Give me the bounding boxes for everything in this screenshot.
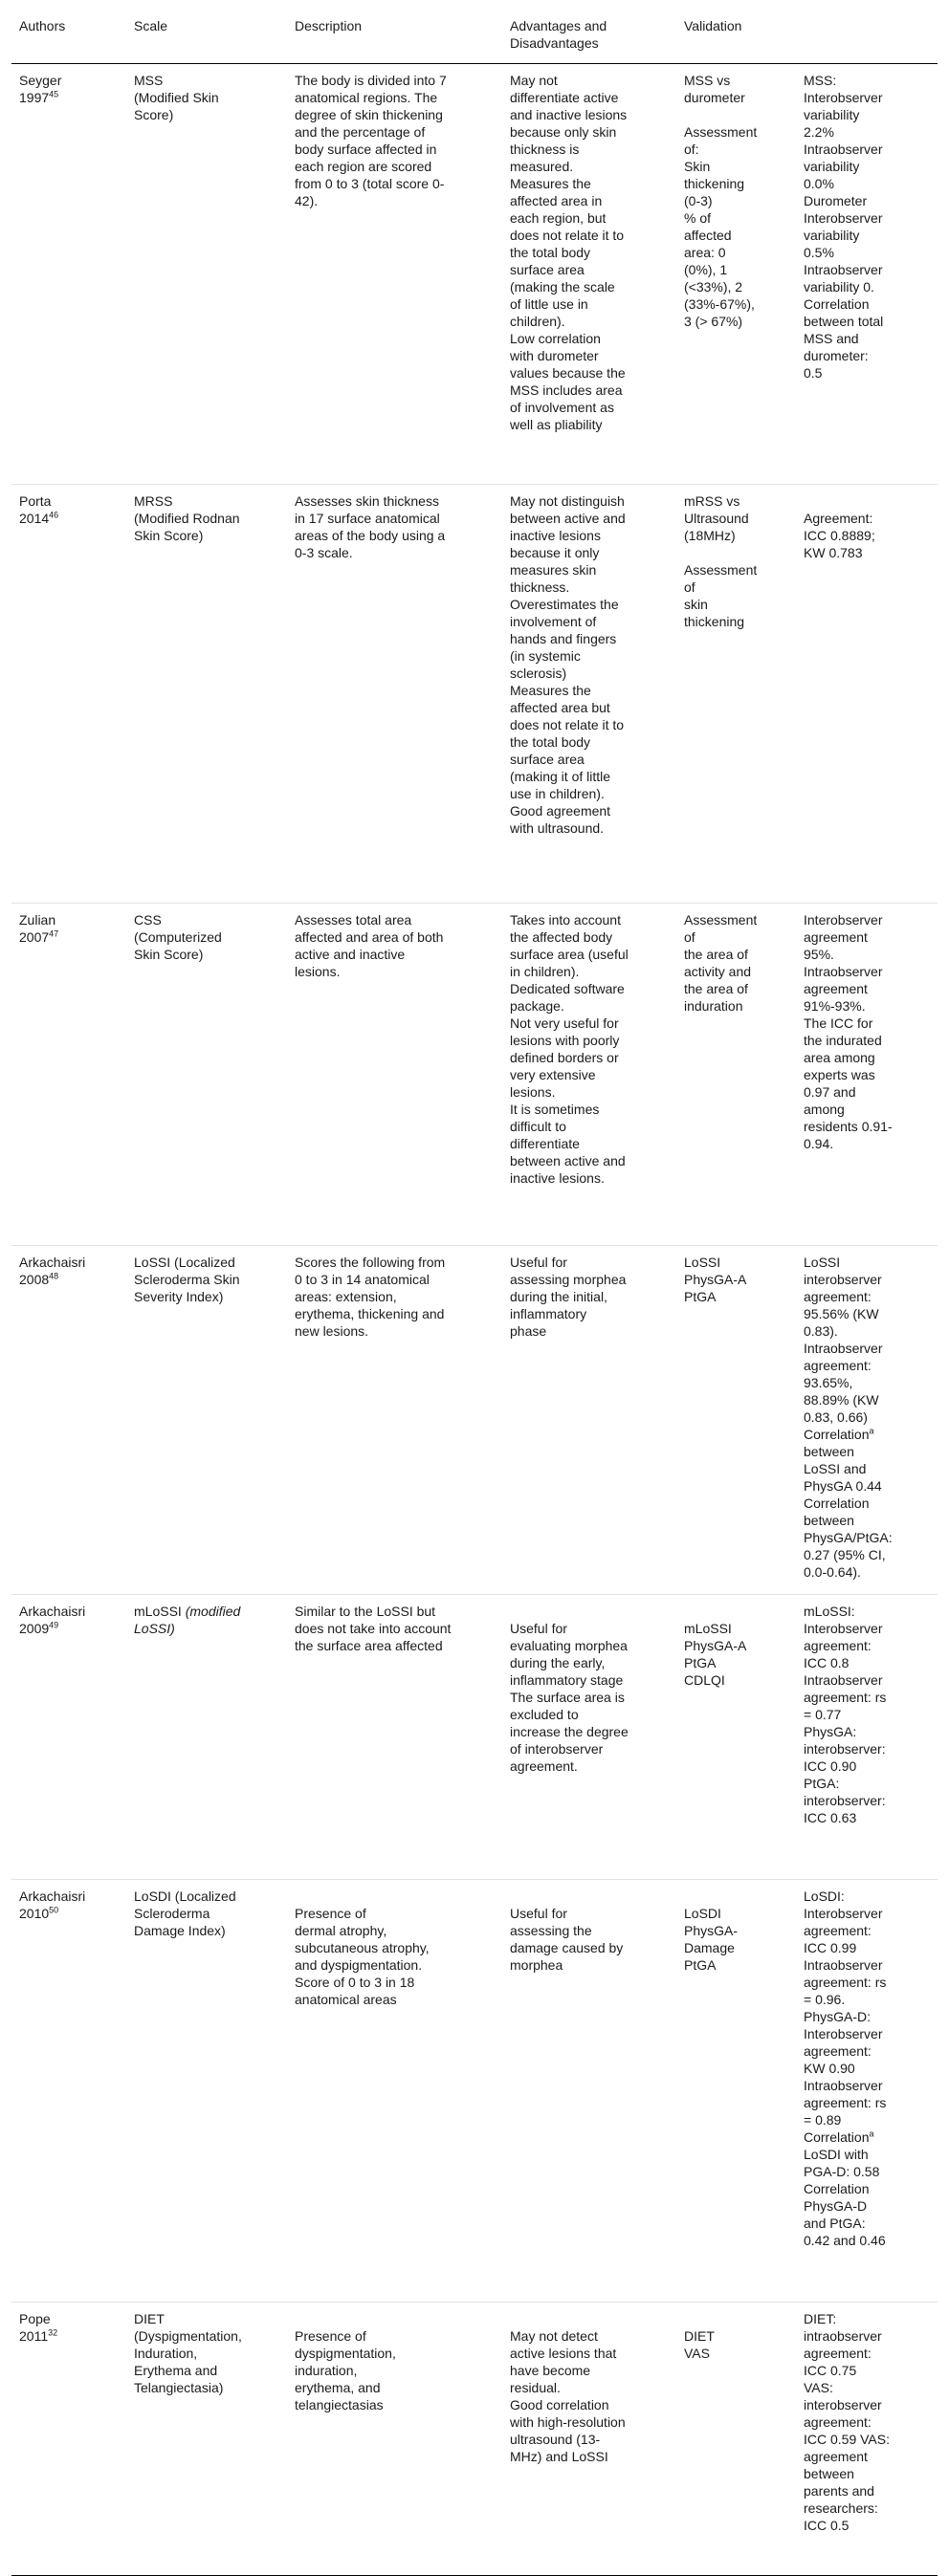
advantages-text: Useful for evaluating morphea during the early, inflammatory stage The surface area is excluded to increase the degree of interobserver agreement. [510, 1621, 629, 1774]
cell-results [796, 904, 938, 1246]
cell-results [796, 2303, 938, 2576]
description-text: The body is divided into 7 anatomical regions. The degree of skin thickening and the percentage of body surface affected in each region are scored from 0 to 3 (total score 0- 42). [295, 73, 447, 208]
footnote-marker: a [869, 2128, 874, 2139]
validation-text: mLoSSI PhysGA-A PtGA CDLQI [684, 1621, 747, 1688]
table-row [11, 64, 938, 485]
description-text: Presence of dyspigmentation, induration, erythema, and telangiectasias [295, 2328, 396, 2412]
results-text: LoSDI: Interobserver agreement: ICC 0.99 Intraobserver agreement: rs = 0.96. PhysGA-D: Interobserver agreement: KW 0.90 Intraobserver agreement: rs = 0.89 Correlation$^a$ LoSDI with PGA-D: 0.58 Correlation PhysGA-D and PtGA: 0.42 and 0.46 [804, 1888, 887, 2248]
cell-author [11, 1595, 126, 1880]
header-scale: Scale [126, 0, 287, 64]
cell-scale [126, 2303, 287, 2576]
results-text: LoSSI interobserver agreement: 95.56% (KW 0.83). Intraobserver agreement: 93.65%, 88.89% (KW 0.83, 0.66) Correlation$^a$ between LoSSI and PhysGA 0.44 Correlation between PhysGA/PtGA: 0.27 (95% CI, 0.0-0.64). [804, 1255, 893, 1580]
author-ref: 48 [49, 1271, 59, 1281]
scale-italic: (modified LoSSI) [134, 1604, 241, 1636]
cell-advantages [502, 64, 676, 485]
author-ref: 47 [49, 928, 59, 939]
footnote-marker: a [869, 1426, 874, 1436]
cell-validation [676, 1880, 796, 2303]
description-text: Similar to the LoSSI but does not take into account the surface area affected [295, 1604, 452, 1653]
author-name: Zulian [19, 912, 56, 928]
table-body [11, 64, 938, 2576]
table-row [11, 1246, 938, 1595]
author-name: Pope [19, 2311, 51, 2326]
author-ref: 45 [49, 89, 59, 99]
validation-text: LoSSI PhysGA-A PtGA [684, 1255, 747, 1304]
results-text: Agreement: ICC 0.8889; KW 0.783 [804, 511, 875, 560]
scale-name: LoSDI (Localized Scleroderma Damage Index) [134, 1888, 236, 1938]
cell-author [11, 485, 126, 904]
description-text: Assesses total area affected and area of both active and inactive lesions. [295, 912, 444, 979]
cell-results [796, 1880, 938, 2303]
author-year: 2011 [19, 2328, 49, 2344]
cell-scale [126, 1880, 287, 2303]
validation-text: Assessment of the area of activity and the area of induration [684, 912, 758, 1014]
cell-advantages [502, 2303, 676, 2576]
author-ref: 32 [48, 2327, 58, 2338]
validation-text: DIET VAS [684, 2328, 715, 2361]
author-name: Seyger [19, 73, 62, 88]
author-name: Arkachaisri [19, 1255, 86, 1270]
cell-description [287, 64, 502, 485]
cell-validation [676, 1595, 796, 1880]
cell-scale [126, 64, 287, 485]
cell-scale [126, 1246, 287, 1595]
author-year: 2008 [19, 1272, 50, 1287]
author-name: Porta [19, 493, 52, 509]
author-name: Arkachaisri [19, 1604, 86, 1619]
author-year: 2014 [19, 511, 50, 526]
scale-name: DIET (Dyspigmentation, Induration, Erythema and Telangiectasia) [134, 2311, 242, 2395]
author-year: 1997 [19, 90, 50, 105]
scale-name: CSS (Computerized Skin Score) [134, 912, 222, 962]
cell-description [287, 1880, 502, 2303]
validation-text: LoSDI PhysGA- Damage PtGA [684, 1906, 739, 1973]
cell-author [11, 1880, 126, 2303]
cell-advantages [502, 485, 676, 904]
header-results [796, 0, 938, 64]
cell-author [11, 1246, 126, 1595]
header-validation: Validation [676, 0, 796, 64]
cell-description [287, 1246, 502, 1595]
validation-text: MSS vs durometer Assessment of: Skin thickening (0-3) % of affected area: 0 (0%), 1 (<33%), 2 (33%-67%), 3 (> 67%) [684, 73, 758, 329]
author-ref: 50 [49, 1905, 59, 1915]
advantages-text: May not detect active lesions that have become residual. Good correlation with high-resolution ultrasound (13- MHz) and LoSSI [510, 2328, 626, 2464]
advantages-text: May not differentiate active and inactive lesions because only skin thickness is measured. Measures the affected area in each region, but does not relate it to the total body surface area (making the scale of little use in children). Low correlation with durometer values because the MSS includes area of involvement as well as pliability [510, 73, 628, 432]
cell-advantages [502, 904, 676, 1246]
cell-description [287, 1595, 502, 1880]
table-row [11, 1880, 938, 2303]
results-text: MSS: Interobserver variability 2.2% Intraobserver variability 0.0% Durometer Interobserver variability 0.5% Intraobserver variability 0. Correlation between total MSS and durometer: 0.5 [804, 73, 884, 381]
cell-validation [676, 2303, 796, 2576]
cell-scale [126, 1595, 287, 1880]
scale-name: mLoSSI (modified LoSSI) [134, 1604, 241, 1636]
table-row [11, 2303, 938, 2576]
advantages-text: Useful for assessing the damage caused by morphea [510, 1906, 624, 1973]
cell-description [287, 2303, 502, 2576]
author-year: 2007 [19, 929, 50, 945]
cell-scale [126, 904, 287, 1246]
description-text: Scores the following from 0 to 3 in 14 anatomical areas: extension, erythema, thickening and new lesions. [295, 1255, 446, 1339]
cell-author [11, 2303, 126, 2576]
header-authors: Authors [11, 0, 126, 64]
description-text: Assesses skin thickness in 17 surface anatomical areas of the body using a 0-3 scale. [295, 493, 446, 560]
cell-results [796, 64, 938, 485]
skin-scales-table [11, 0, 938, 2576]
author-ref: 49 [49, 1620, 59, 1630]
scale-name: MSS (Modified Skin Score) [134, 73, 219, 122]
description-text: Presence of dermal atrophy, subcutaneous atrophy, and dyspigmentation. Score of 0 to 3 in 18 anatomical areas [295, 1906, 430, 2007]
cell-description [287, 485, 502, 904]
table-row [11, 904, 938, 1246]
cell-advantages [502, 1246, 676, 1595]
cell-validation [676, 1246, 796, 1595]
scale-name: LoSSI (Localized Scleroderma Skin Severity Index) [134, 1255, 240, 1304]
cell-description [287, 904, 502, 1246]
cell-scale [126, 485, 287, 904]
cell-validation [676, 64, 796, 485]
results-text: DIET: intraobserver agreement: ICC 0.75 VAS: interobserver agreement: ICC 0.59 VAS: agreement between parents and researchers: ICC 0.5 [804, 2311, 891, 2533]
author-year: 2010 [19, 1906, 50, 1921]
validation-text: mRSS vs Ultrasound (18MHz) Assessment of skin thickening [684, 493, 758, 629]
advantages-text: May not distinguish between active and inactive lesions because it only measures skin thickness. Overestimates the involvement of hands and fingers (in systemic sclerosis) Measures the affected area but does not relate it to the total body surface area (making it of little use in children). Good agreement with ultrasound. [510, 493, 626, 836]
cell-validation [676, 485, 796, 904]
cell-author [11, 64, 126, 485]
header-advantages: Advantages and Disadvantages [502, 0, 676, 64]
cell-results [796, 485, 938, 904]
cell-results [796, 1246, 938, 1595]
table-row [11, 1595, 938, 1880]
header-description: Description [287, 0, 502, 64]
cell-results [796, 1595, 938, 1880]
cell-author [11, 904, 126, 1246]
header-row [11, 0, 938, 64]
table-row [11, 485, 938, 904]
author-year: 2009 [19, 1621, 50, 1636]
author-ref: 46 [49, 510, 59, 520]
scale-name: MRSS (Modified Rodnan Skin Score) [134, 493, 240, 543]
results-text: mLoSSI: Interobserver agreement: ICC 0.8 Intraobserver agreement: rs = 0.77 PhysGA: interobserver: ICC 0.90 PtGA: interobserver: ICC 0.63 [804, 1604, 887, 1825]
author-name: Arkachaisri [19, 1888, 86, 1904]
table-header [11, 0, 938, 64]
cell-advantages [502, 1880, 676, 2303]
results-text: Interobserver agreement 95%. Intraobserver agreement 91%-93%. The ICC for the indurated area among experts was 0.97 and among residents 0.91- 0.94. [804, 912, 893, 1151]
advantages-text: Takes into account the affected body surface area (useful in children). Dedicated software package. Not very useful for lesions with poorly defined borders or very extensive lesions. It is sometimes difficult to differentiate between active and inactive lesions. [510, 912, 629, 1186]
cell-validation [676, 904, 796, 1246]
advantages-text: Useful for assessing morphea during the initial, inflammatory phase [510, 1255, 627, 1339]
cell-advantages [502, 1595, 676, 1880]
